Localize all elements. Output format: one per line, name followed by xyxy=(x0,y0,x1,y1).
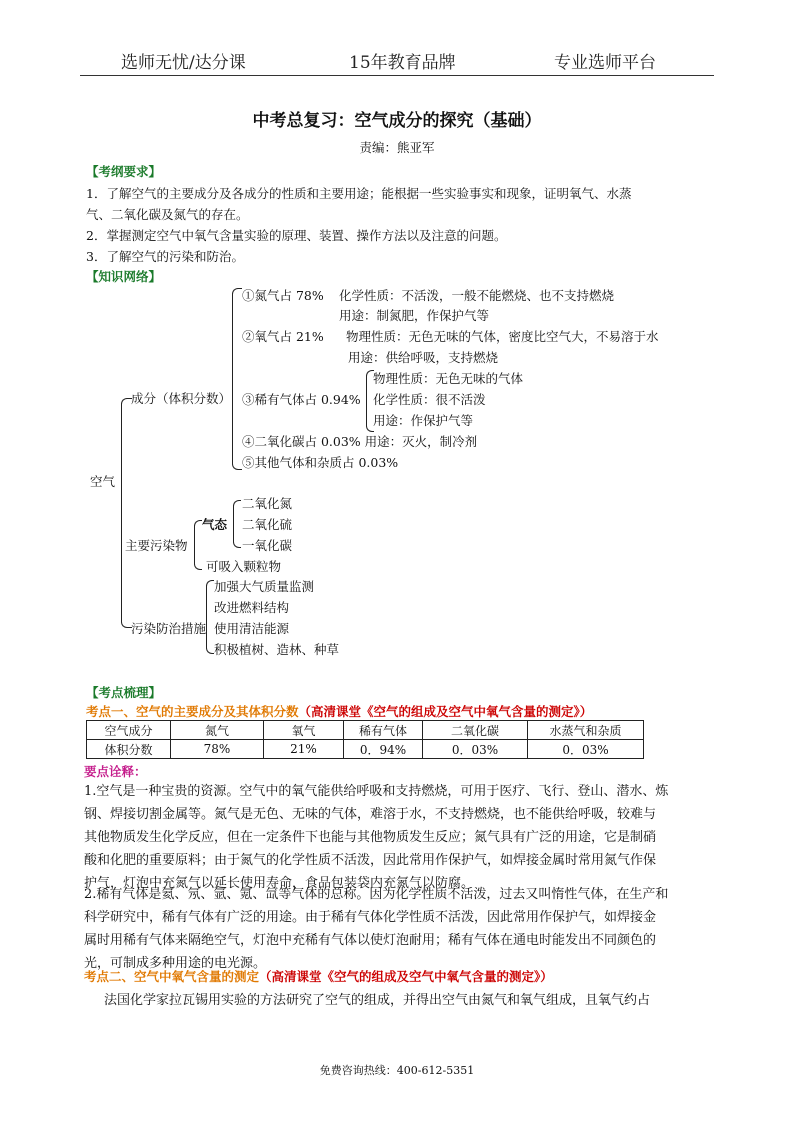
header-slogan: 15年教育品牌 xyxy=(349,53,456,73)
table-cell: 78% xyxy=(171,740,264,759)
table-cell: 空气成分 xyxy=(87,721,171,740)
nitrogen-use: 用途：制氮肥，作保护气等 xyxy=(339,308,490,323)
syllabus-line: 3．了解空气的污染和防治。 xyxy=(86,249,244,264)
prevention-label: 污染防治措施 xyxy=(131,621,207,636)
syllabus-line: 2．掌握测定空气中氧气含量实验的原理、装置、操作方法以及注意的问题。 xyxy=(86,228,507,243)
nitrogen-chem: 化学性质：不活泼，一般不能燃烧、也不支持燃烧 xyxy=(339,288,615,303)
syllabus-line: 气、二氧化碳及氮气的存在。 xyxy=(86,207,249,222)
prevention-item: 积极植树、造林、种草 xyxy=(214,642,340,657)
paragraph-line: 2.稀有气体是氦、氖、氩、氪、氙等气体的总称。因为化学性质不活泼，过去又叫惰性气体，在生产和 xyxy=(84,887,669,902)
point1-heading xyxy=(86,702,592,720)
header-rule xyxy=(80,75,714,76)
table-cell: 二氧化碳 xyxy=(423,721,528,740)
oxygen-use: 用途：供给呼吸，支持燃烧 xyxy=(348,350,499,365)
rare-gas-chem: 化学性质：很不活泼 xyxy=(373,392,486,407)
author: 责编：熊亚军 xyxy=(359,140,435,155)
oxygen-item: ②氧气占 21% xyxy=(242,329,324,344)
pollutants-label: 主要污染物 xyxy=(125,538,188,553)
syllabus-line: 1．了解空气的主要成分及各成分的性质和主要用途；能根据一些实验事实和现象，证明氧气、水蒸 xyxy=(86,186,632,201)
pollutant-no2: 二氧化氮 xyxy=(242,496,293,511)
table-cell: 0．03% xyxy=(528,740,644,759)
notes-heading: 要点诠释： xyxy=(84,764,147,779)
gas-state-label: 气态 xyxy=(202,517,228,532)
rare-gas-use: 用途：作保护气等 xyxy=(373,413,474,428)
prevention-item: 改进燃料结构 xyxy=(214,600,290,615)
composition-table xyxy=(86,720,644,759)
point2-heading xyxy=(84,967,553,985)
points-heading: 【考点梳理】 xyxy=(86,685,162,700)
network-heading: 【知识网络】 xyxy=(86,269,162,284)
table-cell: 0．94% xyxy=(344,740,423,759)
point2-link: （高清课堂《空气的组成及空气中氧气含量的测定》） xyxy=(259,969,553,984)
point2-title: 考点二、空气中氧气含量的测定 xyxy=(84,969,260,984)
nitrogen-item: ①氮气占 78% xyxy=(242,288,324,303)
rare-gas-phys: 物理性质：无色无味的气体 xyxy=(373,371,524,386)
table-row xyxy=(87,740,644,759)
composition-brace xyxy=(232,288,242,470)
table-cell: 氮气 xyxy=(171,721,264,740)
footer-hotline: 免费咨询热线：400-612-5351 xyxy=(319,1064,475,1077)
page-title: 中考总复习：空气成分的探究（基础） xyxy=(252,111,542,131)
table-cell: 氧气 xyxy=(264,721,344,740)
table-cell: 稀有气体 xyxy=(344,721,423,740)
table-cell: 体积分数 xyxy=(87,740,171,759)
pollutant-so2: 二氧化硫 xyxy=(242,517,293,532)
composition-label: 成分（体积分数） xyxy=(131,391,232,406)
paragraph-line: 科学研究中，稀有气体有广泛的用途。由于稀有气体化学性质不活泼，因此常用作保护气，如焊接金 xyxy=(84,910,657,925)
prevention-item: 加强大气质量监测 xyxy=(214,579,315,594)
rare-gas-item: ③稀有气体占 0.94% xyxy=(242,392,361,407)
paragraph-line: 1.空气是一种宝贵的资源。空气中的氧气能供给呼吸和支持燃烧，可用于医疗、飞行、登山、潜水、炼 xyxy=(84,784,669,799)
root-brace xyxy=(121,398,132,628)
oxygen-phys: 物理性质：无色无味的气体，密度比空气大，不易溶于水 xyxy=(346,329,659,344)
paragraph-line: 属时用稀有气体来隔绝空气，灯泡中充稀有气体以使灯泡耐用；稀有气体在通电时能发出不同颜色的 xyxy=(84,933,657,948)
header-brand: 选师无忧/达分课 xyxy=(121,53,246,73)
note-paragraph-1 xyxy=(84,780,710,895)
network-root: 空气 xyxy=(90,474,116,489)
point1-title: 考点一、空气的主要成分及其体积分数 xyxy=(86,704,299,719)
pollutant-particles: 可吸入颗粒物 xyxy=(206,559,282,574)
header-platform: 专业选师平台 xyxy=(554,53,656,73)
paragraph-line: 酸和化肥的重要原料；由于氮气的化学性质不活泼，因此常用作保护气，如焊接金属时常用氮气作保 xyxy=(84,853,657,868)
paragraph-line: 其他物质发生化学反应，但在一定条件下也能与其他物质发生反应；氮气具有广泛的用途，它是制硝 xyxy=(84,830,657,845)
prevention-brace xyxy=(206,580,214,654)
syllabus-heading: 【考纲要求】 xyxy=(86,164,162,179)
point1-link: （高清课堂《空气的组成及空气中氧气含量的测定》） xyxy=(298,704,593,719)
table-cell: 0．03% xyxy=(423,740,528,759)
prevention-item: 使用清洁能源 xyxy=(214,621,290,636)
paragraph-line: 钢、焊接切割金属等。氮气是无色、无味的气体，难溶于水，不支持燃烧，也不能供给呼吸，较难与 xyxy=(84,807,657,822)
table-cell: 水蒸气和杂质 xyxy=(528,721,644,740)
other-gas-item: ⑤其他气体和杂质占 0.03% xyxy=(242,455,399,470)
gas-brace xyxy=(233,500,241,548)
table-cell: 21% xyxy=(264,740,344,759)
table-row xyxy=(87,721,644,740)
note-paragraph-2 xyxy=(84,883,710,975)
point2-text: 法国化学家拉瓦锡用实验的方法研究了空气的组成，并得出空气由氮气和氧气组成，且氧气约占 xyxy=(104,993,651,1008)
co2-item: ④二氧化碳占 0.03% 用途：灭火，制冷剂 xyxy=(242,434,478,449)
pollutants-brace xyxy=(194,520,202,570)
paragraph-line: 光，可制成多种用途的电光源。 xyxy=(84,956,267,971)
paragraph-line: 护气，灯泡中充氮气以延长使用寿命，食品包装袋内充氮气以防腐。 xyxy=(84,876,475,891)
pollutant-co: 一氧化碳 xyxy=(242,538,293,553)
